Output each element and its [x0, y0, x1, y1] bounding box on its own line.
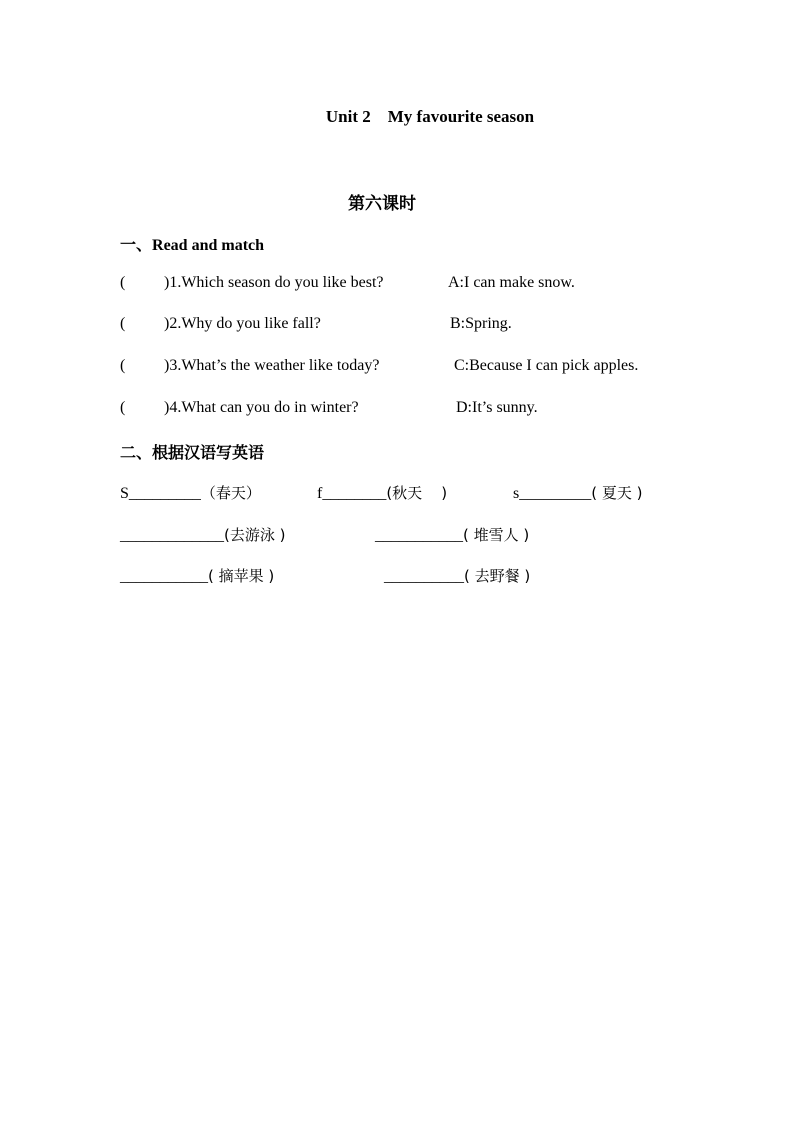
chinese-hint: (去游泳 ) [224, 526, 286, 544]
chinese-hint: （春天） [200, 484, 261, 502]
match-question: )1.Which season do you like best? [164, 274, 384, 291]
chinese-hint: ( 去野餐 ) [464, 567, 531, 585]
section-2-heading: 二、根据汉语写英语 [120, 443, 265, 462]
chinese-hint: ( 夏天 ) [591, 484, 643, 502]
match-answer: D:It’s sunny. [456, 399, 538, 416]
fill-blank-fall[interactable] [317, 482, 447, 503]
blank-line[interactable]: __________ [384, 568, 464, 585]
unit-title: Unit 2 My favourite season [325, 107, 535, 126]
match-question: )3.What’s the weather like today? [164, 357, 380, 374]
blank-line[interactable]: ___________ [120, 568, 208, 585]
blank-line[interactable]: f________ [317, 485, 387, 502]
answer-paren[interactable]: ( [120, 357, 126, 374]
match-row-4 [120, 399, 720, 421]
section-1-number: 一、 [120, 235, 153, 254]
fill-blank-pick-apples[interactable] [120, 565, 274, 586]
section-1-heading [120, 232, 264, 255]
fill-blank-summer[interactable] [513, 482, 642, 503]
answer-paren[interactable]: ( [120, 315, 126, 332]
match-question: )4.What can you do in winter? [164, 399, 359, 416]
blank-line[interactable]: ___________ [375, 527, 463, 544]
chinese-hint: ( 堆雪人 ) [463, 526, 530, 544]
fill-blank-go-picnic[interactable] [384, 565, 530, 586]
match-question: )2.Why do you like fall? [164, 315, 321, 332]
answer-paren[interactable]: ( [120, 274, 126, 291]
chinese-hint: (秋天 ) [386, 484, 448, 502]
match-row-2 [120, 315, 720, 337]
match-row-3 [120, 357, 720, 379]
blank-line[interactable]: S_________ [120, 485, 201, 502]
fill-blank-make-snowman[interactable] [375, 524, 529, 545]
answer-paren[interactable]: ( [120, 399, 126, 416]
match-answer: C:Because I can pick apples. [454, 357, 639, 374]
fill-blank-spring[interactable] [120, 482, 261, 503]
fill-blank-go-swimming[interactable] [120, 524, 285, 545]
chinese-hint: ( 摘苹果 ) [208, 567, 275, 585]
match-row-1 [120, 274, 720, 296]
lesson-title: 第六课时 [348, 194, 416, 214]
blank-line[interactable]: s_________ [513, 485, 592, 502]
match-answer: B:Spring. [450, 315, 512, 332]
section-1-title: Read and match [152, 237, 265, 254]
blank-line[interactable]: _____________ [120, 527, 224, 544]
match-answer: A:I can make snow. [448, 274, 575, 291]
